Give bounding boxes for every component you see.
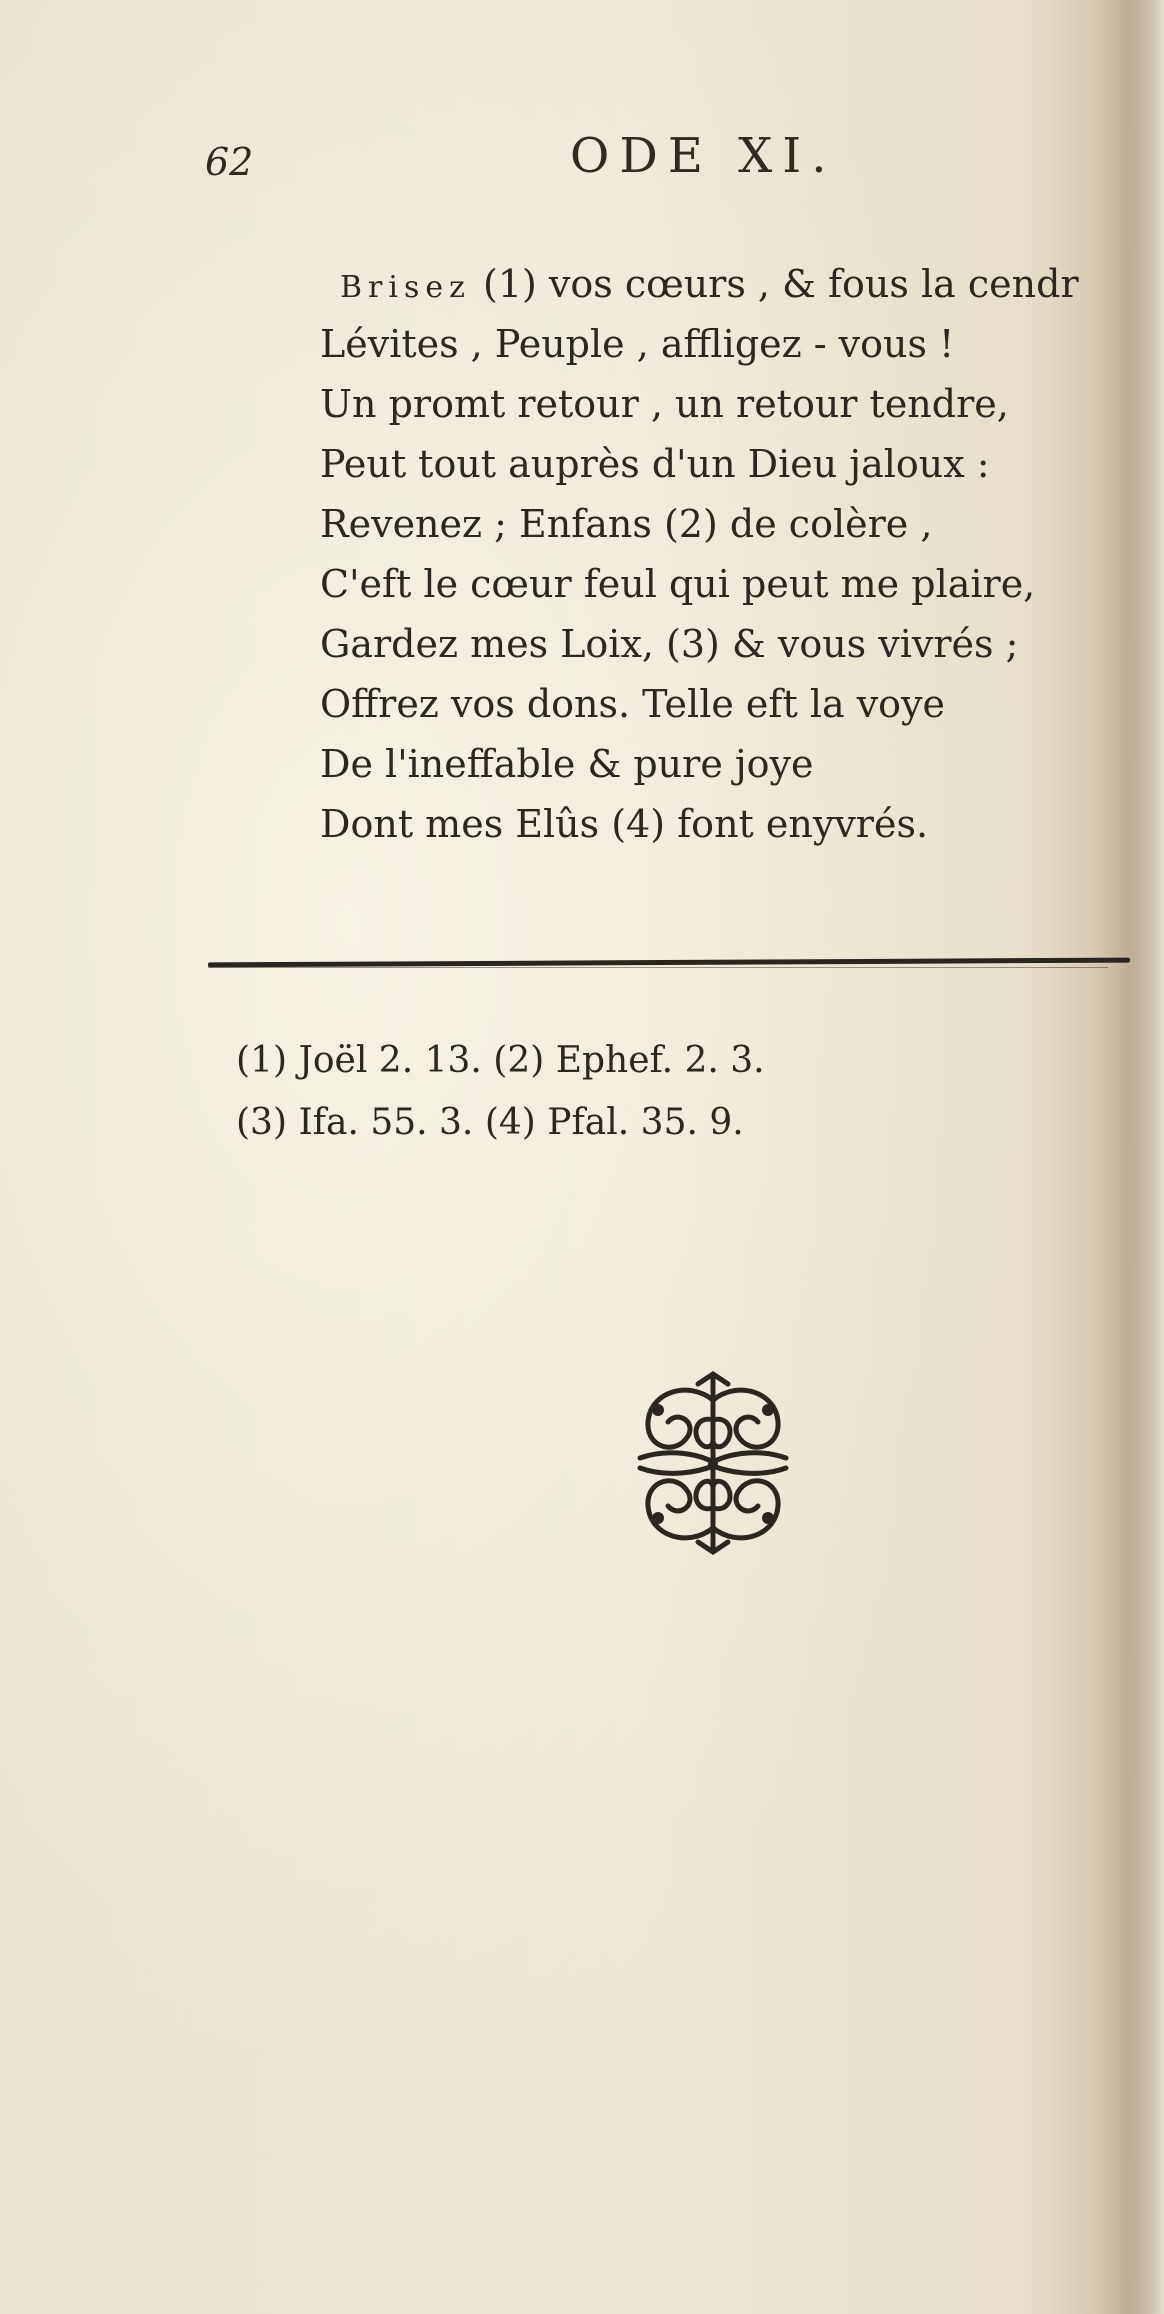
verse-line-text: Lévites , Peuple , affligez - vous ! xyxy=(320,322,955,366)
verse-line-text: C'eft le cœur feul qui peut me plaire, xyxy=(320,562,1036,606)
footnote-line: (1) Joël 2. 13. (2) Ephef. 2. 3. xyxy=(236,1040,765,1081)
verse-opening-word: Brisez xyxy=(340,270,471,305)
verse-line xyxy=(320,554,1160,614)
verse-line xyxy=(320,254,1160,314)
verse-line xyxy=(320,734,1160,794)
page-number: 62 xyxy=(205,140,254,184)
verse-line-text: Offrez vos dons. Telle eft la voye xyxy=(320,682,946,726)
verse-line-text: De l'ineffable & pure joye xyxy=(320,742,814,786)
footnote-separator-hairline xyxy=(208,967,1108,968)
footnotes xyxy=(236,1030,765,1154)
verse-line-text: Dont mes Elûs (4) font enyvrés. xyxy=(320,802,929,846)
verse-line-text: Un promt retour , un retour tendre, xyxy=(320,382,1009,426)
footnote-separator-rule xyxy=(208,958,1130,968)
running-head: ODE XI. xyxy=(570,128,837,184)
verse-line xyxy=(320,374,1160,434)
verse-line xyxy=(320,434,1160,494)
verse-line-text: (1) vos cœurs , & fous la cendr xyxy=(470,262,1079,306)
verse-line xyxy=(320,614,1160,674)
verse-line-text: Gardez mes Loix, (3) & vous vivrés ; xyxy=(320,622,1019,666)
fleuron-ornament-icon xyxy=(628,1370,798,1555)
verse-line xyxy=(320,794,1160,854)
verse-line xyxy=(320,674,1160,734)
ode-stanza xyxy=(320,254,1160,854)
verse-line xyxy=(320,314,1160,374)
verse-line-text: Peut tout auprès d'un Dieu jaloux : xyxy=(320,442,990,486)
verse-line-text: Revenez ; Enfans (2) de colère , xyxy=(320,502,933,546)
verse-line xyxy=(320,494,1160,554)
footnote-line: (3) Ifa. 55. 3. (4) Pfal. 35. 9. xyxy=(236,1102,744,1143)
